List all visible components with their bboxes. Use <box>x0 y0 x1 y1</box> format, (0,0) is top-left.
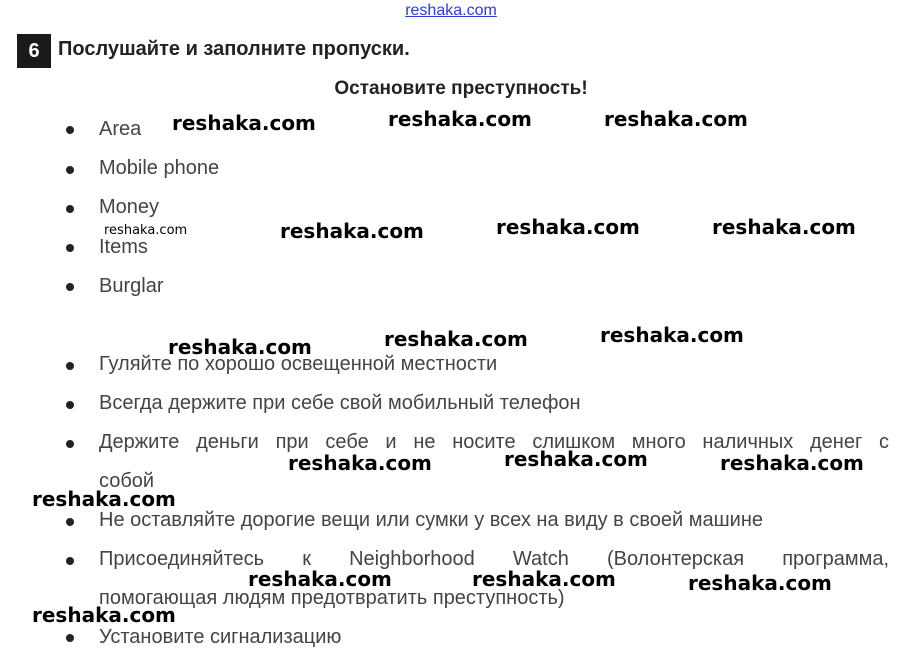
bullet-icon <box>66 557 74 565</box>
watermark: reshaka.com <box>104 223 188 238</box>
bullet-icon <box>66 440 74 448</box>
bullet-icon <box>66 166 74 174</box>
watermark: reshaka.com <box>248 567 392 591</box>
tip-item: Гуляйте по хорошо освещенной местности <box>99 353 498 375</box>
tip-item: Держите деньги при себе и не носите слишком много наличных денег с <box>99 431 889 453</box>
exercise-title: Послушайте и заполните пропуски. <box>58 38 410 60</box>
vocab-item-items: Items <box>99 236 148 258</box>
bullet-icon <box>66 518 74 526</box>
watermark: reshaka.com <box>688 571 832 595</box>
vocab-item-burglar: Burglar <box>99 275 164 297</box>
exercise-number: 6 <box>17 34 51 68</box>
bullet-icon <box>66 126 74 134</box>
tip-item: Присоединяйтесь к Neighborhood Watch (Волонтерская программа, <box>99 548 889 570</box>
watermark: reshaka.com <box>604 107 748 131</box>
bullet-icon <box>66 205 74 213</box>
watermark: reshaka.com <box>600 323 744 347</box>
tip-item: Установите сигнализацию <box>99 626 342 648</box>
tip-item-continuation: собой <box>99 470 155 492</box>
watermark: reshaka.com <box>496 215 640 239</box>
watermark: reshaka.com <box>472 567 616 591</box>
watermark: reshaka.com <box>32 603 176 627</box>
bullet-icon <box>66 401 74 409</box>
vocab-item-area: Area <box>99 118 142 140</box>
bullet-icon <box>66 362 74 370</box>
tip-item: Всегда держите при себе свой мобильный телефон <box>99 392 581 414</box>
section-heading: Остановите преступность! <box>334 78 588 99</box>
watermark: reshaka.com <box>720 451 864 475</box>
bullet-icon <box>66 244 74 252</box>
tip-item: Не оставляйте дорогие вещи или сумки у всех на виду в своей машине <box>99 509 763 531</box>
watermark: reshaka.com <box>288 451 432 475</box>
watermark: reshaka.com <box>384 327 528 351</box>
watermark: reshaka.com <box>712 215 856 239</box>
watermark: reshaka.com <box>172 111 316 135</box>
bullet-icon <box>66 283 74 291</box>
vocab-item-mobile-phone: Mobile phone <box>99 157 220 179</box>
watermark: reshaka.com <box>168 335 312 359</box>
site-link[interactable]: reshaka.com <box>405 2 497 19</box>
bullet-icon <box>66 634 74 642</box>
tip-item-continuation: помогающая людям предотвратить преступность) <box>99 587 565 609</box>
watermark: reshaka.com <box>32 487 176 511</box>
vocab-item-money: Money <box>99 196 160 218</box>
watermark: reshaka.com <box>280 219 424 243</box>
watermark: reshaka.com <box>504 447 648 471</box>
watermark: reshaka.com <box>388 107 532 131</box>
